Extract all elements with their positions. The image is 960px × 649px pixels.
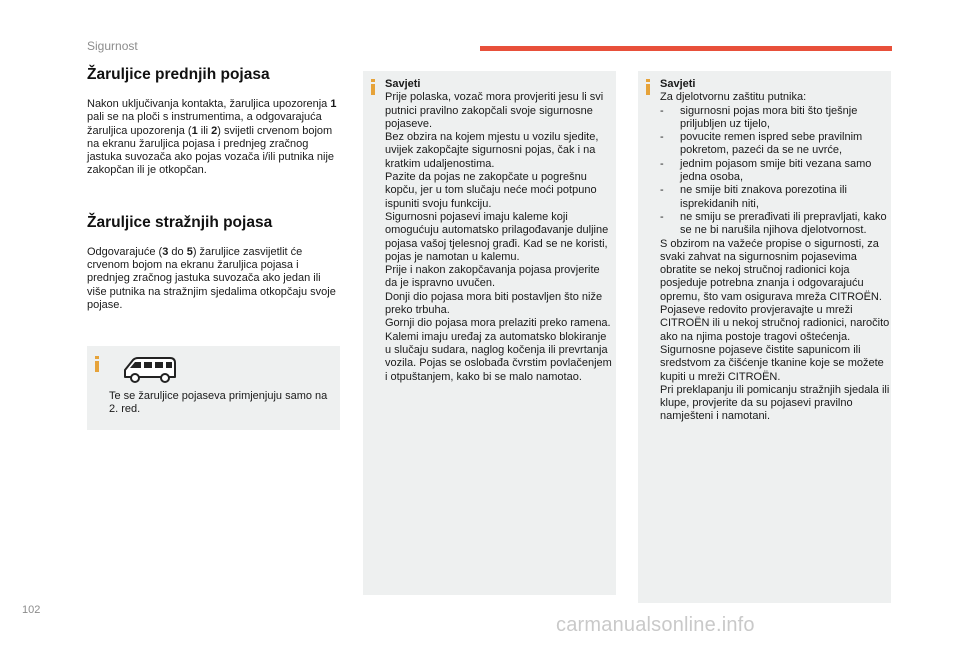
list-item: - povucite remen ispred sebe pravilnim pokretom, pazeći da se ne uvrće, [660,131,890,158]
header-accent-bar [480,46,892,51]
info-icon [95,356,99,372]
front-belts-paragraph: Nakon uključivanja kontakta, žaruljica upozorenja 1 pali se na ploči s instrumentima, a odgovarajuća žaruljica upozorenja (1 ili 2) svijetli crvenom bojom na ekranu žaruljica pojasa i prednjeg zračnog jastuka suvozača ako pojas vozača i/ili putnika nije zakopčan ili je otkopčan. [87,98,337,177]
tips-body: S obzirom na važeće propise o sigurnosti, za svaki zahvat na sigurnosnim pojasevima obratite se nekoj stručnoj radionici koja posjeduje potrebna znanja i odgovarajuću opremu, što vam osigurava mreža CITROËN. Pojaseve redovito provjeravajte u mreži CITROËN ili u nekoj stručnoj radionici, naročito ako na njima postoje tragovi oštećenja. Sigurnosne pojaseve čistite sapunicom ili sredstvom za čišćenje tkanine koje se možete kupiti u mreži CITROËN. Pri preklapanju ili pomicanju stražnjih sjedala ili klupe, provjerite da su pojasevi pravilno namješteni i namotani. [660,237,890,423]
section-header: Sigurnost [87,39,138,53]
front-belts-title: Žaruljice prednjih pojasa [87,66,270,83]
tips-box-right [638,71,891,603]
rear-belts-title: Žaruljice stražnjih pojasa [87,213,273,231]
van-icon [122,355,178,385]
tips-body: Prije polaska, vozač mora provjeriti jesu li svi putnici pravilno zakopčali svoje sigurnosne pojaseve. Bez obzira na kojem mjestu u vozilu sjedite, uvijek zakopčajte sigurnosni pojas, čak i na kratkim udaljenostima. Pazite da pojas ne zakopčate u pogrešnu kopču, jer u tom slučaju neće moći potpuno ispuniti svoju funkciju. Sigurnosni pojasevi imaju kaleme koji omogućuju automatsko prilagođavanje duljine pojasa vašoj tjelesnoj građi. Kad se ne koristi, pojas je namotan u kalemu. Prije i nakon zakopčavanja pojasa provjerite da je ispravno uvučen. Donji dio pojasa mora biti postavljen što niže preko trbuha. Gornji dio pojasa mora prelaziti preko ramena. Kalemi imaju uređaj za automatsko blokiranje u slučaju sudara, naglog kočenja ili prevrtanja vozila. Pojas se oslobađa čvrstim povlačenjem i otpuštanjem, kako bi se malo namotao. [385,91,612,383]
page-number: 102 [22,604,41,616]
left-column [87,66,343,312]
list-item: - ne smije biti znakova porezotina ili isprekidanih niti, [660,184,890,211]
rear-belts-paragraph: Odgovarajuće (3 do 5) žaruljice zasvijetlit će crvenom bojom na ekranu žaruljica pojasa i prednjeg zračnog jastuka suvozača ako jedan ili više putnika na stražnjim sjedalima otkopčaju svoje pojase. [87,245,336,311]
tips-intro: Za djelotvornu zaštitu putnika: [660,91,807,104]
list-item: - jednim pojasom smije biti vezana samo jedna osoba, [660,158,890,185]
tips-title: Savjeti [660,78,696,90]
second-row-note-box [87,346,340,430]
info-icon [371,79,375,95]
second-row-note-text: Te se žaruljice pojaseva primjenjuju samo na 2. red. [109,390,328,416]
tips-title: Savjeti [385,78,421,90]
tips-box-middle [363,71,616,595]
info-icon [646,79,650,95]
list-item: - ne smiju se prerađivati ili prepravljati, kako se ne bi narušila njihova djelotvornost. [660,211,890,238]
list-item: - sigurnosni pojas mora biti što tješnje priljubljen uz tijelo, [660,105,890,132]
watermark: carmanualsonline.info [556,614,755,636]
tips-list [660,105,890,238]
